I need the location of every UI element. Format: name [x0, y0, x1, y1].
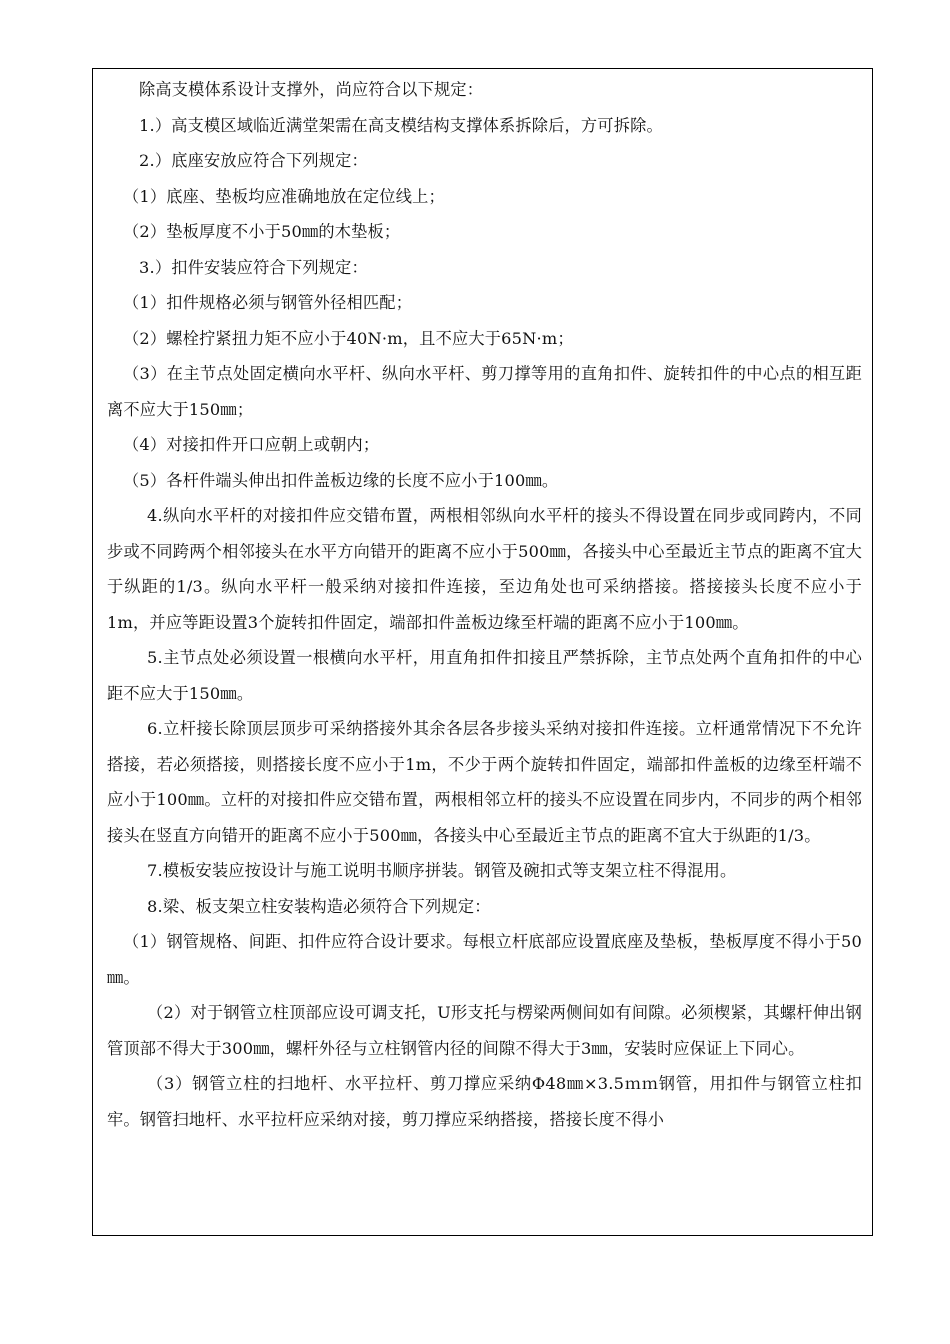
paragraph: 6.立杆接长除顶层顶步可采纳搭接外其余各层各步接头采纳对接扣件连接。立杆通常情况下不允许搭接，若必须搭接，则搭接长度不应小于1m，不少于两个旋转扣件固定，端部扣件盖板的边缘至杆端不应小于100㎜。立杆的对接扣件应交错布置，两根相邻立杆的接头不应设置在同步内，不同步的两个相邻接头在竖直方向错开的距离不应小于500㎜，各接头中心至最近主节点的距离不宜大于纵距的1/3。 [107, 719, 862, 845]
paragraph: 4.纵向水平杆的对接扣件应交错布置，两根相邻纵向水平杆的接头不得设置在同步或同跨内，不同步或不同跨两个相邻接头在水平方向错开的距离不应小于500㎜，各接头中心至最近主节点的距离不宜大于纵距的1/3。纵向水平杆一般采纳对接扣件连接，至边角处也可采纳搭接。搭接接头长度不应小于1m，并应等距设置3个旋转扣件固定，端部扣件盖板边缘至杆端的距离不应小于100㎜。 [107, 506, 862, 632]
document-body [93, 69, 872, 1137]
paragraph: 2.）底座安放应符合下列规定： [139, 151, 368, 170]
paragraph: （4）对接扣件开口应朝上或朝内； [123, 435, 380, 454]
paragraph: （3）钢管立柱的扫地杆、水平拉杆、剪刀撑应采纳Φ48㎜×3.5ｍｍ钢管，用扣件与钢管立柱扣牢。钢管扫地杆、水平拉杆应采纳对接，剪刀撑应采纳搭接，搭接长度不得小 [107, 1074, 862, 1129]
paragraph: （2）垫板厚度不小于50㎜的木垫板； [123, 222, 401, 241]
paragraph: （2）对于钢管立柱顶部应设可调支托，U形支托与楞梁两侧间如有间隙。必须楔紧，其螺杆伸出钢管顶部不得大于300㎜，螺杆外径与立柱钢管内径的间隙不得大于3㎜，安装时应保证上下同心。 [107, 1003, 862, 1058]
paragraph: （1）底座、垫板均应准确地放在定位线上； [123, 186, 445, 206]
document-table-cell [92, 68, 873, 1236]
paragraph: （5）各杆件端头伸出扣件盖板边缘的长度不应小于100㎜。 [123, 470, 559, 490]
paragraph: 除高支模体系设计支撑外，尚应符合以下规定： [139, 80, 484, 99]
paragraph: （3）在主节点处固定横向水平杆、纵向水平杆、剪刀撑等用的直角扣件、旋转扣件的中心点的相互距离不应大于150㎜； [107, 364, 862, 419]
paragraph: 7.模板安装应按设计与施工说明书顺序拼装。钢管及碗扣式等支架立柱不得混用。 [147, 861, 737, 880]
paragraph: （1）钢管规格、间距、扣件应符合设计要求。每根立杆底部应设置底座及垫板，垫板厚度不得小于50㎜。 [107, 932, 862, 987]
paragraph: （2）螺栓拧紧扭力矩不应小于40N·m，且不应大于65N·m； [123, 328, 574, 348]
paragraph: 5.主节点处必须设置一根横向水平杆，用直角扣件扣接且严禁拆除，主节点处两个直角扣件的中心距不应大于150㎜。 [107, 648, 862, 703]
paragraph: 8.梁、板支架立柱安装构造必须符合下列规定： [147, 896, 491, 916]
paragraph: （1）扣件规格必须与钢管外径相匹配； [123, 293, 413, 312]
paragraph: 3.）扣件安装应符合下列规定： [139, 257, 368, 277]
paragraph: 1.）高支模区域临近满堂架需在高支模结构支撑体系拆除后，方可拆除。 [139, 115, 663, 135]
